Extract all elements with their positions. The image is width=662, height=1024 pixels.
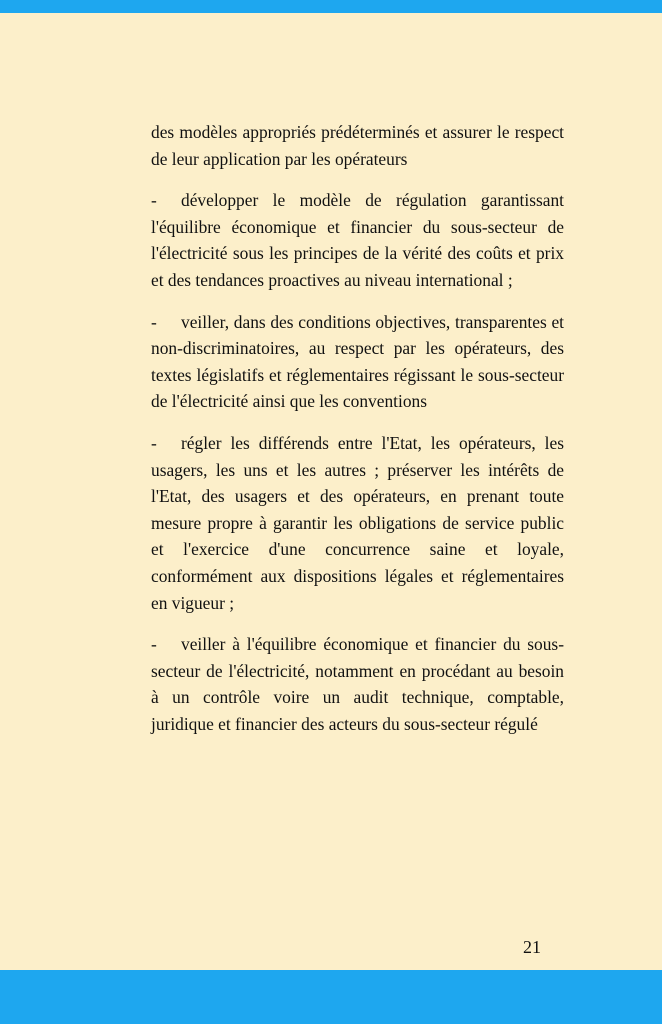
paragraph-text: veiller, dans des conditions objectives, transparentes et non-discriminatoires, au respect par les opérateurs, des textes législatifs et réglementaires régissant le sous-secteur de l'électricité ainsi que les conventions <box>151 311 564 412</box>
list-dash: - <box>151 432 157 453</box>
list-item-develop-regulation-model <box>151 187 564 293</box>
list-dash: - <box>151 634 157 655</box>
list-item-economic-balance <box>151 631 564 737</box>
paragraph-text: des modèles appropriés prédéterminés et assurer le respect de leur application par les opérateurs <box>151 122 564 169</box>
list-dash: - <box>151 311 157 332</box>
paragraph-text: développer le modèle de régulation garantissant l'équilibre économique et financier du sous-secteur de l'électricité sous les principes de la vérité des coûts et prix et des tendances proactives au niveau international ; <box>151 190 564 290</box>
page-body-text <box>151 119 564 752</box>
page-number: 21 <box>523 937 541 957</box>
bottom-color-band <box>0 970 662 1024</box>
paragraph-text: régler les différends entre l'Etat, les opérateurs, les usagers, les uns et les autres ; préserver les intérêts de l'Etat, des usagers et des opérateurs, en prenant toute mesure propre à garantir les obligations de service public et l'exercice d'une concurrence saine et loyale, conformément aux dispositions légales et réglementaires en vigueur ; <box>151 432 564 613</box>
list-item-settle-disputes <box>151 430 564 616</box>
paragraph-text: veiller à l'équilibre économique et financier du sous-secteur de l'électricité, notamment en procédant au besoin à un contrôle voire un audit technique, comptable, juridique et financier des acteurs du sous-secteur régulé <box>151 634 564 734</box>
list-dash: - <box>151 190 157 211</box>
top-color-band <box>0 0 662 13</box>
list-item-ensure-compliance <box>151 309 564 415</box>
paragraph-continuation <box>151 119 564 172</box>
